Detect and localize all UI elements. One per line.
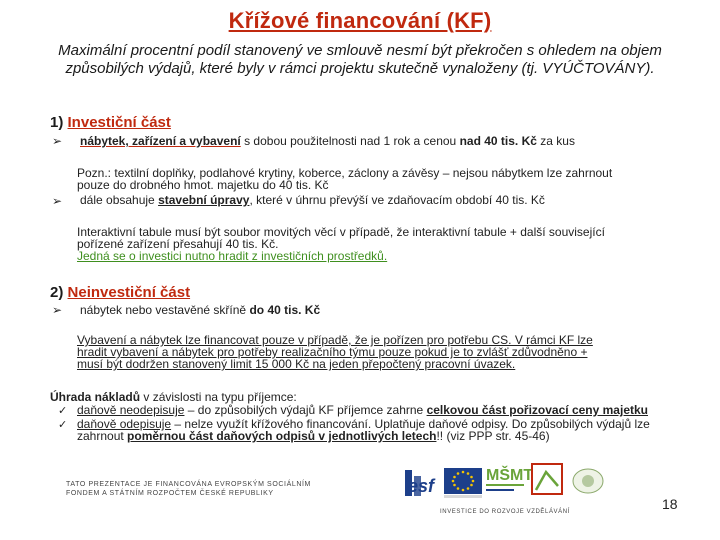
s1b1-tail: za kus <box>536 134 575 148</box>
msmt-logo-text: MŠMT <box>486 467 534 484</box>
page-number: 18 <box>662 496 678 512</box>
costs-item2 <box>77 418 707 442</box>
section1-note1 <box>77 167 707 191</box>
section1-number: 1) <box>50 114 64 131</box>
s1-note1-line1: Pozn.: textilní doplňky, podlahové krytiny, koberce, záclony a závěsy – nejsou nábytkem lze zahrnout <box>77 166 613 180</box>
arrow-bullet-icon: ➢ <box>52 194 63 208</box>
arrow-bullet-icon: ➢ <box>52 134 63 148</box>
cofinance-line2: FONDEM A STÁTNÍM ROZPOČTEM ČESKÉ REPUBLIKY <box>66 490 274 497</box>
section2-bullet1 <box>80 304 700 317</box>
section1-heading <box>50 114 171 131</box>
costs-item2-e: !! (viz PPP str. 45-46) <box>436 429 550 443</box>
investment-tagline: INVESTICE DO ROZVOJE VZDĚLÁVÁNÍ <box>440 509 570 515</box>
eu-flag-logo <box>444 468 482 498</box>
seal-logo <box>570 466 606 496</box>
costs-item1-c: celkovou část pořizovací ceny majetku <box>426 403 648 417</box>
costs-heading-b: v závislosti na typu příjemce: <box>140 390 297 404</box>
s2-note-line3: musí být dodržen stanovený limit 15 000 Kč na jeden přepočtený pracovní úvazek. <box>77 357 516 371</box>
costs-item1 <box>77 404 707 416</box>
s1-note2-line3: Jedná se o investici nutno hradit z investičních prostředků. <box>77 249 388 263</box>
checkmark-icon: ✓ <box>58 419 68 431</box>
checkmark-icon: ✓ <box>58 405 68 417</box>
section2-title: Neinvestiční část <box>67 284 191 301</box>
section1-bullet2 <box>80 194 700 207</box>
section1-bullet1 <box>80 135 700 148</box>
s2-note-line2: hradit vybavení a nábytek pro potřeby realizačního týmu pouze pokud je to zvlášť zdůvodněno + <box>77 345 588 359</box>
op-logo <box>530 462 566 498</box>
section2-heading <box>50 284 190 301</box>
arrow-bullet-icon: ➢ <box>52 303 63 317</box>
costs-item1-a: daňově neodepisuje <box>77 403 185 417</box>
s1b1-furniture: nábytek, zařízení a vybavení <box>80 134 241 148</box>
seal-icon <box>570 466 606 496</box>
s1b1-limit: nad 40 tis. Kč <box>459 134 537 148</box>
section2-number: 2) <box>50 284 64 301</box>
section1-note2 <box>77 226 707 262</box>
eu-flag-icon <box>444 468 482 498</box>
msmt-logo-graphic <box>484 462 534 498</box>
cofinance-line1: TATO PREZENTACE JE FINANCOVÁNA EVROPSKÝM SOCIÁLNÍM <box>66 481 311 488</box>
s1-note2-line1: Interaktivní tabule musí být soubor movitých věcí v případě, že interaktivní tabule + další související <box>77 225 605 239</box>
costs-item2-c: zahrnout <box>77 429 128 443</box>
intro-text: Maximální procentní podíl stanovený ve smlouvě nesmí být překročen s ohledem na objem způsobilých výdajů, které byly v rámci projektu skutečně vynaloženy (tj. VYÚČTOVÁNY). <box>58 42 662 77</box>
msmt-logo <box>484 462 534 498</box>
costs-heading-a: Úhrada nákladů <box>50 390 141 404</box>
s1b1-text: s dobou použitelnosti nad 1 rok a cenou <box>240 134 460 148</box>
s1b2-tail: , které v úhrnu převýší ve zdaňovacím období 40 tis. Kč <box>249 193 545 207</box>
section2-note <box>77 334 707 370</box>
costs-heading <box>50 391 700 403</box>
costs-item2-b: – nelze využít křížového financování. Uplatňuje daňové odpisy. Do způsobilých výdajů lze <box>171 417 650 431</box>
section1-title: Investiční část <box>67 114 171 131</box>
s2b1-limit: do 40 tis. Kč <box>249 303 321 317</box>
s1-note1-line2: pouze do drobného hmot. majetku do 40 tis. Kč <box>77 178 329 192</box>
s1b2-building: stavební úpravy <box>158 193 250 207</box>
page-title: Křížové financování (KF) <box>228 8 492 33</box>
op-logo-graphic <box>530 462 566 498</box>
esf-logo-graphic <box>405 466 445 500</box>
s2b1-text: nábytek nebo vestavěné skříně <box>80 303 250 317</box>
esf-logo <box>405 466 445 500</box>
cofinance-text <box>66 480 366 498</box>
costs-item2-a: daňově odepisuje <box>77 417 172 431</box>
s1-note2-line2: pořízené zařízení přesahují 40 tis. Kč. <box>77 237 279 251</box>
s2-note-line1: Vybavení a nábytek lze financovat pouze v případě, že je pořízen pro potřebu CS. V rámci KF lze <box>77 333 593 347</box>
esf-logo-text: esf <box>408 476 435 496</box>
costs-item2-d: poměrnou část daňových odpisů v jednotlivých letech <box>127 429 437 443</box>
costs-item1-b: – do způsobilých výdajů KF příjemce zahrne <box>184 403 427 417</box>
s1b2-text: dále obsahuje <box>80 193 159 207</box>
